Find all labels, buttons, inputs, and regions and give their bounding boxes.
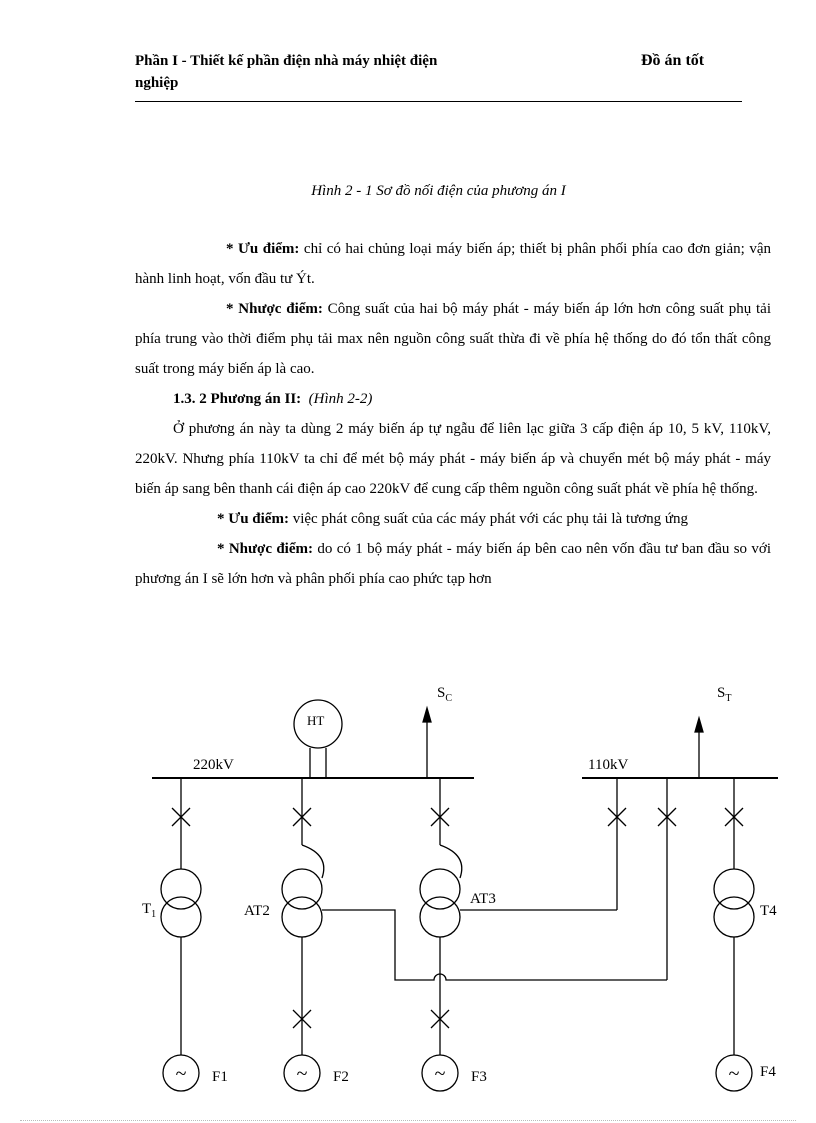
label-ht: HT [307, 713, 325, 728]
page-bottom-border [20, 1120, 796, 1121]
generator-symbol-f4: ~ [728, 1063, 740, 1085]
paragraph-advantages-2 [135, 504, 771, 534]
paragraph-advantages-1 [135, 234, 771, 294]
label-t4: T4 [760, 903, 777, 919]
paragraph-option-2: Ở phương án này ta dùng 2 máy biến áp tự ngẫu để liên lạc giữa 3 cấp điện áp 10, 5 kV, 110kV, 220kV. Nhưng phía 110kV ta chỉ để mét bộ máy phát - máy biến áp và chuyển mét bộ máy phát - máy biến áp sang bên thanh cái điện áp cao 220kV để cung cấp thêm nguồn công suất phát về phía hệ thống. [135, 421, 771, 497]
header-divider [135, 101, 742, 102]
document-body [135, 234, 771, 594]
label-t1: $T_1$ [142, 901, 157, 920]
disadvantages-label: * Nhược điểm: [217, 541, 314, 557]
single-line-diagram [0, 670, 816, 1100]
figure-caption: Hình 2 - 1 Sơ đồ nối điện của phương án I [311, 183, 566, 199]
disadvantages-text: Công suất của hai bộ máy phát - máy biến áp lớn hơn công suất phụ tải phía trung vào thời điểm phụ tải max nên nguồn công suất thừa đi về phía hệ thống do đó tổn thất công suất trong máy biến áp là cao. [135, 301, 771, 377]
advantages-text: việc phát công suất của các máy phát với các phụ tải là tương ứng [288, 511, 689, 527]
page-header-title [135, 50, 535, 94]
label-f1: F1 [212, 1069, 228, 1085]
label-at2: AT2 [244, 903, 270, 919]
advantages-label: * Ưu điểm: [226, 241, 300, 257]
header-title-line2: nghiệp [135, 75, 179, 91]
section-heading-ref: (Hình 2-2) [308, 391, 373, 407]
section-heading [135, 384, 771, 414]
label-f2: F2 [333, 1069, 349, 1085]
advantages-text: chỉ có hai chủng loại máy biến áp; thiết bị phân phối phía cao đơn giản; vận hành linh hoạt, vốn đầu tư Ýt. [135, 241, 771, 287]
advantages-label: * Ưu điểm: [217, 511, 289, 527]
autotransformer-at2-lower [282, 897, 322, 937]
label-sc: $S_C$ [437, 685, 453, 704]
label-110kv: 110kV [588, 757, 629, 773]
section-heading-title: 1.3. 2 Phương án II: [173, 391, 302, 407]
header-title-line1: Phần I - Thiết kế phần điện nhà máy nhiệt điện [135, 53, 438, 69]
generator-symbol-f3: ~ [434, 1063, 446, 1085]
paragraph-disadvantages-1 [135, 294, 771, 384]
label-at3: AT3 [470, 891, 496, 907]
transformer-t4-lower [714, 897, 754, 937]
label-st: $S_T$ [717, 685, 732, 704]
label-220kv: 220kV [193, 757, 234, 773]
generator-symbol-f1: ~ [175, 1063, 187, 1085]
transformer-t1-lower [161, 897, 201, 937]
generator-symbol-f2: ~ [296, 1063, 308, 1085]
label-f3: F3 [471, 1069, 487, 1085]
label-f4: F4 [760, 1064, 776, 1080]
autotransformer-at3-lower [420, 897, 460, 937]
disadvantages-label: * Nhược điểm: [226, 301, 323, 317]
page-header-right: Đồ án tốt [641, 52, 705, 69]
paragraph-disadvantages-2 [135, 534, 771, 594]
disadvantages-text: do có 1 bộ máy phát - máy biến áp bên cao nên vốn đầu tư ban đầu so với phương án I sẽ lớn hơn và phân phối phía cao phức tạp hơn [135, 541, 771, 587]
